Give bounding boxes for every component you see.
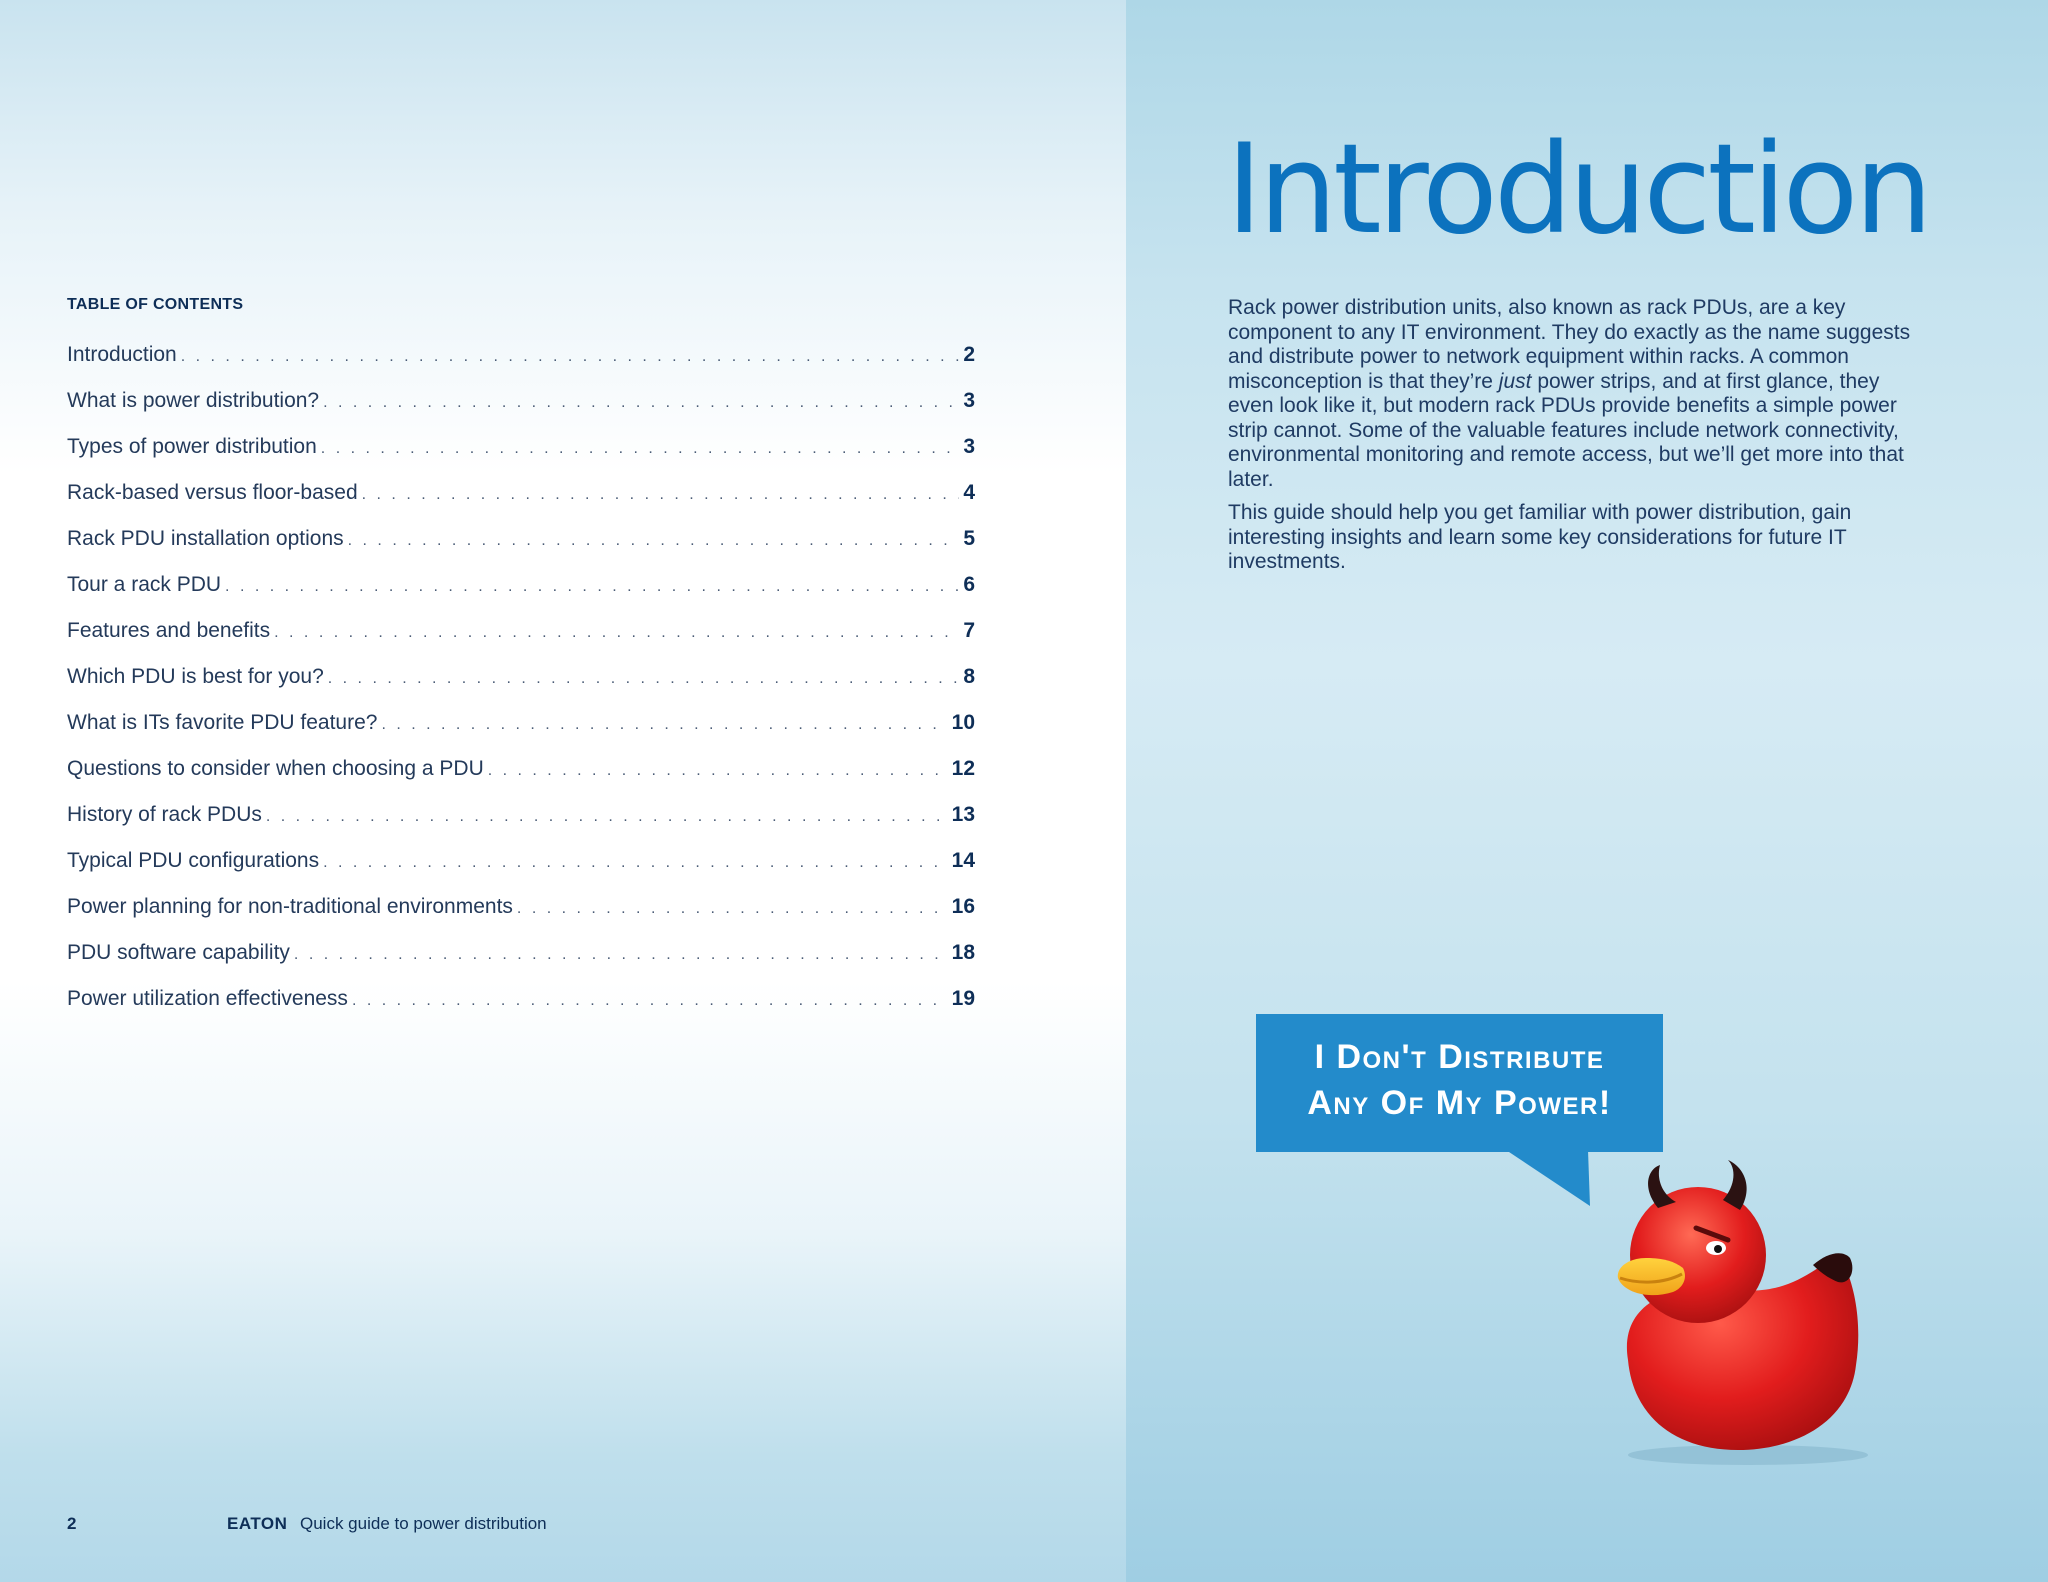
toc-entry[interactable] <box>67 481 975 527</box>
toc-entry[interactable] <box>67 895 975 941</box>
toc-dot-leader <box>352 992 948 1010</box>
toc-entry-label: History of rack PDUs <box>67 803 262 826</box>
toc-dot-leader <box>225 578 959 596</box>
intro-title: Introduction <box>1226 118 1929 262</box>
toc-entry[interactable] <box>67 435 975 481</box>
toc-entry-label: PDU software capability <box>67 941 290 964</box>
toc-dot-leader <box>294 946 948 964</box>
toc-entry[interactable] <box>67 389 975 435</box>
toc-dot-leader <box>323 854 948 872</box>
speech-bubble-tail <box>1506 1150 1596 1206</box>
toc-dot-leader <box>328 670 960 688</box>
toc-entry-label: Power utilization effectiveness <box>67 987 348 1010</box>
toc-entry[interactable] <box>67 527 975 573</box>
intro-body <box>1228 296 1928 584</box>
toc-entry-page: 16 <box>951 895 975 918</box>
toc-entry-page: 7 <box>963 619 975 642</box>
toc-dot-leader <box>488 762 948 780</box>
toc-entry-page: 13 <box>951 803 975 826</box>
toc-dot-leader <box>517 900 948 918</box>
toc-dot-leader <box>348 532 960 550</box>
toc-dot-leader <box>381 716 947 734</box>
toc-entry-page: 18 <box>951 941 975 964</box>
intro-paragraph-1: Rack power distribution units, also known as rack PDUs, are a key component to any IT environment. They do exactly as the name suggests and distribute power to network equipment within racks. A common misconception is that they’re just power strips, and at first glance, they even look like it, but modern rack PDUs provide benefits a simple power strip cannot. Some of the valuable features include network connectivity, environmental monitoring and remote access, but we’ll get more into that later. <box>1228 296 1911 491</box>
toc-dot-leader <box>274 624 959 642</box>
toc-entry-label: What is ITs favorite PDU feature? <box>67 711 378 734</box>
toc-heading: TABLE OF CONTENTS <box>67 296 244 313</box>
toc-entry[interactable] <box>67 573 975 619</box>
toc-entry-page: 12 <box>951 757 975 780</box>
toc-entry-page: 14 <box>951 849 975 872</box>
toc-entry-page: 19 <box>951 987 975 1010</box>
toc-dot-leader <box>323 394 959 412</box>
devil-rubber-duck-image <box>1588 1160 1888 1470</box>
guide-title: Quick guide to power distribution <box>300 1514 547 1533</box>
page-number: 2 <box>67 1514 77 1533</box>
toc-entry-page: 3 <box>963 389 975 412</box>
toc-entry[interactable] <box>67 849 975 895</box>
toc-entry-page: 3 <box>963 435 975 458</box>
toc-entry-page: 2 <box>963 343 975 366</box>
toc-entry-label: Questions to consider when choosing a PDU <box>67 757 484 780</box>
toc-dot-leader <box>266 808 948 826</box>
toc-entry-page: 5 <box>963 527 975 550</box>
toc-entry-label: Types of power distribution <box>67 435 317 458</box>
toc-dot-leader <box>181 348 960 366</box>
brand-name: EATON <box>227 1514 288 1533</box>
toc-entry-page: 6 <box>963 573 975 596</box>
toc-dot-leader <box>362 486 960 504</box>
toc-entry-label: Introduction <box>67 343 177 366</box>
toc-entry-label: Tour a rack PDU <box>67 573 222 596</box>
toc-entry-label: Features and benefits <box>67 619 271 642</box>
toc-dot-leader <box>321 440 960 458</box>
toc-entry-label: Rack-based versus floor-based <box>67 481 358 504</box>
toc-list <box>67 343 975 1033</box>
toc-entry[interactable] <box>67 711 975 757</box>
toc-entry-label: Rack PDU installation options <box>67 527 344 550</box>
toc-entry-page: 8 <box>963 665 975 688</box>
toc-entry-label: Power planning for non-traditional environments <box>67 895 513 918</box>
intro-paragraph-2: This guide should help you get familiar with power distribution, gain interesting insights and learn some key considerations for future IT investments. <box>1228 501 1852 573</box>
toc-entry-page: 4 <box>963 481 975 504</box>
toc-entry-label: Which PDU is best for you? <box>67 665 324 688</box>
toc-entry[interactable] <box>67 757 975 803</box>
speech-bubble-text: I Don't Distribute Any Of My Power! <box>1307 1038 1612 1122</box>
toc-entry[interactable] <box>67 803 975 849</box>
toc-entry[interactable] <box>67 941 975 987</box>
toc-entry-label: What is power distribution? <box>67 389 320 412</box>
toc-entry[interactable] <box>67 343 975 389</box>
toc-entry[interactable] <box>67 619 975 665</box>
speech-bubble <box>1256 1014 1663 1152</box>
toc-entry[interactable] <box>67 665 975 711</box>
toc-entry-page: 10 <box>951 711 975 734</box>
toc-entry-label: Typical PDU configurations <box>67 849 320 872</box>
toc-entry[interactable] <box>67 987 975 1033</box>
